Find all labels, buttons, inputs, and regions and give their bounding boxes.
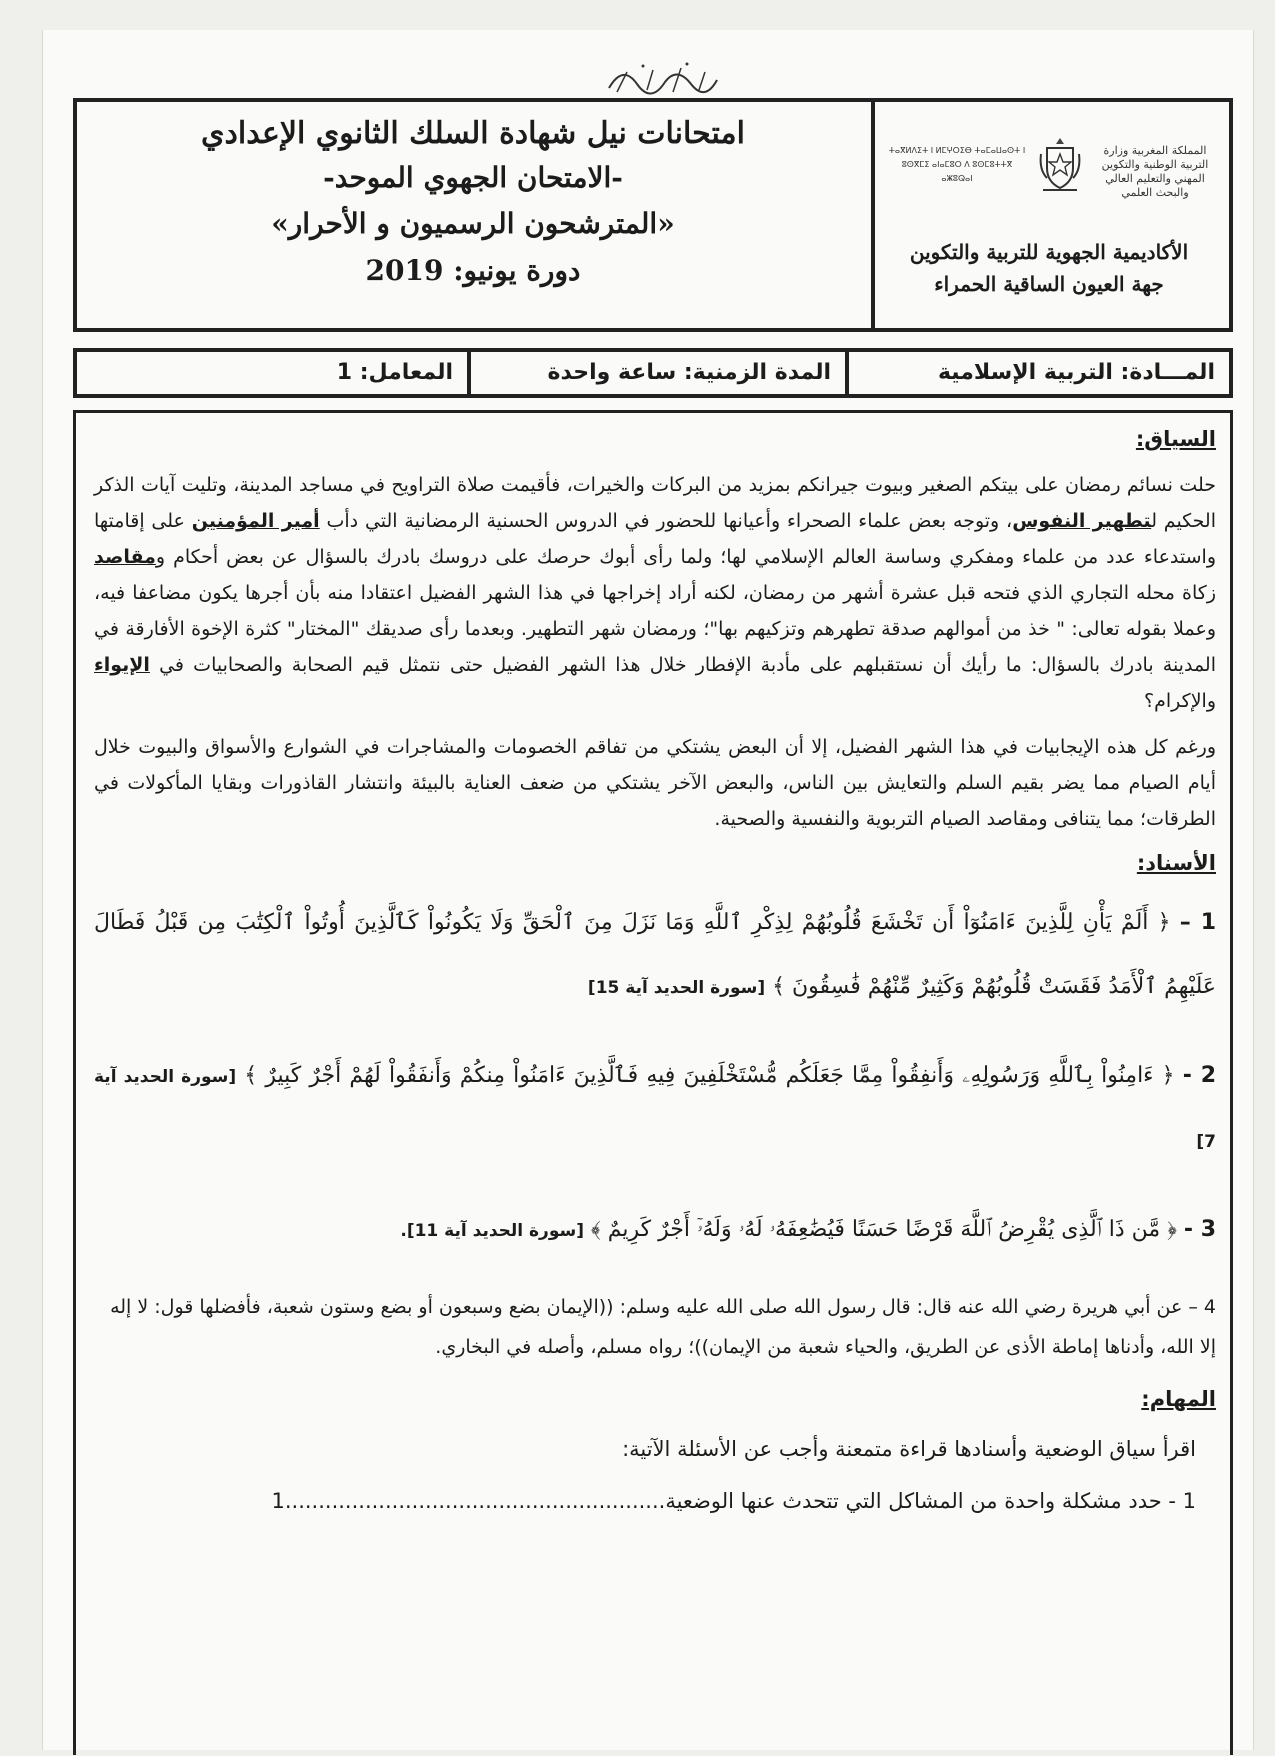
verse-reference: [سورة الحديد آية 15] <box>587 978 766 998</box>
context-text: والإكرام؟ <box>1144 690 1216 712</box>
ministry-block <box>877 102 1229 328</box>
ministry-name-arabic: المملكة المغربية وزارة التربية الوطنية والتكوين المهني والتعليم العالي والبحث العلمي <box>1101 144 1209 199</box>
verse-2 <box>94 1044 1216 1174</box>
context-text: حلت نسائم رمضان على بيتكم الصغير وبيوت جيرانكم بمزيد من البركات والخيرات، فأقيمت صلاة التراويح في مساجد المدينة، وتليت آيات الذكر الحكيم ل <box>94 474 1217 532</box>
exam-header <box>73 98 1233 332</box>
verse-text: ﴿ أَلَمْ يَأْنِ لِلَّذِينَ ءَامَنُوٓاْ أَن تَخْشَعَ قُلُوبُهُمْ لِذِكْرِ ٱللَّهِ وَمَا نَزَلَ مِنَ ٱلْحَقِّ وَلَا يَكُونُواْ كَٱلَّذِينَ أُوتُواْ ٱلْكِتَٰبَ مِن قَبْلُ فَطَالَ عَلَيْهِمُ ٱلْأَمَدُ فَقَسَتْ قُلُوبُهُمْ وَكَثِيرٌ مِّنْهُمْ فَٰسِقُونَ ﴾ <box>94 910 1216 999</box>
tasks-instruction: اقرأ سياق الوضعية وأسنادها قراءة متمعنة وأجب عن الأسئلة الآتية: <box>622 1437 1196 1461</box>
hadith: 4 – عن أبي هريرة رضي الله عنه قال: قال رسول الله صلى الله عليه وسلم: ((الإيمان بضع وسبعون أو بضع وستون شعبة، فأفضلها قول: لا إله إلا الله، وأدناها إماطة الأذى عن الطريق، والحياء شعبة من الإيمان))؛ رواه مسلم، وأصله في البخاري. <box>110 1296 1216 1358</box>
royal-emblem-icon <box>1037 134 1083 194</box>
context-text: على إقامتها واستدعاء عدد من علماء ومفكري وساسة العالم الإسلامي لها؛ ولما رأى أبوك حرصك على دروسك بادرك بالسؤال عن بعض أحكام و <box>94 510 1216 568</box>
context-text: ، وتوجه بعض علماء الصحراء وأعيانها للحضور في الدروس الحسنية الرمضانية التي دأب <box>319 510 1013 532</box>
verse-reference: [سورة الحديد آية 11]. <box>400 1221 584 1241</box>
verse-reference: [سورة الحديد آية 7] <box>94 1067 1216 1152</box>
duration-cell: المدة الزمنية: ساعة واحدة <box>467 352 845 394</box>
context-paragraph-2: ورغم كل هذه الإيجابيات في هذا الشهر الفضيل، إلا أن البعض يشتكي من تفاقم الخصومات والمشاجرات في الشوارع والأسواق والبيوت خلال أيام الصيام مما يضر بقيم السلم والتعايش بين الناس، والبعض الآخر يشتكي من ضعف العناية بالبيئة وانتشار القاذورات وبقايا المأكولات في الطرقات؛ مما يتنافى ومقاصد الصيام التربوية والنفسية والصحية. <box>94 736 1216 830</box>
academy-line-1: الأكاديمية الجهوية للتربية والتكوين <box>909 240 1189 264</box>
context-paragraph-1 <box>94 467 1216 719</box>
exam-info-bar <box>73 348 1233 398</box>
verse-number: 1 – <box>1179 910 1217 935</box>
highlight-term: تطهير النفوس <box>1012 510 1152 532</box>
verse-1 <box>94 891 1216 1020</box>
question-1: 1 - حدد مشكلة واحدة من المشاكل التي تتحدث عنها الوضعية.........................................................1 <box>271 1489 1196 1513</box>
verse-number: 3 - <box>1183 1217 1216 1242</box>
context-heading: السياق: <box>1135 427 1216 451</box>
exam-content <box>73 410 1233 1755</box>
header-divider <box>871 102 875 328</box>
exam-title-block <box>77 102 869 328</box>
exam-title: امتحانات نيل شهادة السلك الثانوي الإعدادي <box>201 116 745 151</box>
highlight-term: أمير المؤمنين <box>191 510 320 532</box>
verse-3 <box>94 1198 1216 1263</box>
verse-text: ﴿ ءَامِنُواْ بِٱللَّهِ وَرَسُولِهِۦ وَأَنفِقُواْ مِمَّا جَعَلَكُم مُّسْتَخْلَفِينَ فِيهِ فَٱلَّذِينَ ءَامَنُواْ مِنكُمْ وَأَنفَقُواْ لَهُمْ أَجْرٌ كَبِيرٌ ﴾ <box>244 1063 1175 1088</box>
highlight-term: الإيواء <box>94 654 150 676</box>
exam-subtitle: -الامتحان الجهوي الموحد- <box>323 161 623 194</box>
verse-text: ﴿ مَّن ذَا ٱلَّذِى يُقْرِضُ ٱللَّهَ قَرْضًا حَسَنًا فَيُضَٰعِفَهُۥ لَهُۥ وَلَهُۥٓ أَجْرٌ كَرِيمٌ ﴾ <box>591 1217 1177 1242</box>
ministry-name-tifinagh: ⵜⴰⴳⵍⴷⵉⵜ ⵏ ⵍⵎⵖⵔⵉⴱ ⵜⴰⵎⴰⵡⴰⵙⵜ ⵏ ⵓⵙⴳⵎⵉ ⴰⵏⴰⵎⵓⵔ ⴷ ⵓⵙⵎⵓⵜⵜⴳ ⴰⵥⵓⵕⴰⵏ <box>888 146 1026 183</box>
basmala-calligraphy-icon <box>603 58 723 98</box>
exam-session: دورة يونيو: 2019 <box>365 254 581 287</box>
coefficient-cell: المعامل: 1 <box>336 360 453 385</box>
academy-line-2: جهة العيون الساقية الحمراء <box>934 272 1164 296</box>
exam-page <box>42 30 1254 1750</box>
verse-number: 2 - <box>1182 1063 1216 1088</box>
highlight-term: مقاصد <box>94 546 156 568</box>
context-text: زكاة محله التجاري الذي فتحه قبل عشرة أشهر من رمضان، لكنه أراد إخراجها في هذا الشهر الفضيل اعتقادا منه بأن أجرها يكون مضاعفا فيه، وعملا بقوله تعالى: " خذ من أموالهم صدقة تطهرهم وتزكيهم بها"؛ ورمضان شهر التطهير. وبعدما رأى صديقك "المختار" كثرة الإخوة الأفارقة في المدينة بادرك بالسؤال: ما رأيك أن نستقبلهم على مأدبة الإفطار خلال هذا الشهر الفضيل حتى نتمثل قيم الصحابة والصحابيات في <box>94 582 1216 676</box>
academy-name <box>879 236 1219 300</box>
subject-cell: المـــادة: التربية الإسلامية <box>845 352 1229 394</box>
supports-heading: الأسناد: <box>1136 851 1216 875</box>
tasks-heading: المهام: <box>1141 1387 1216 1411</box>
exam-candidates: «المترشحون الرسميون و الأحرار» <box>271 207 675 240</box>
